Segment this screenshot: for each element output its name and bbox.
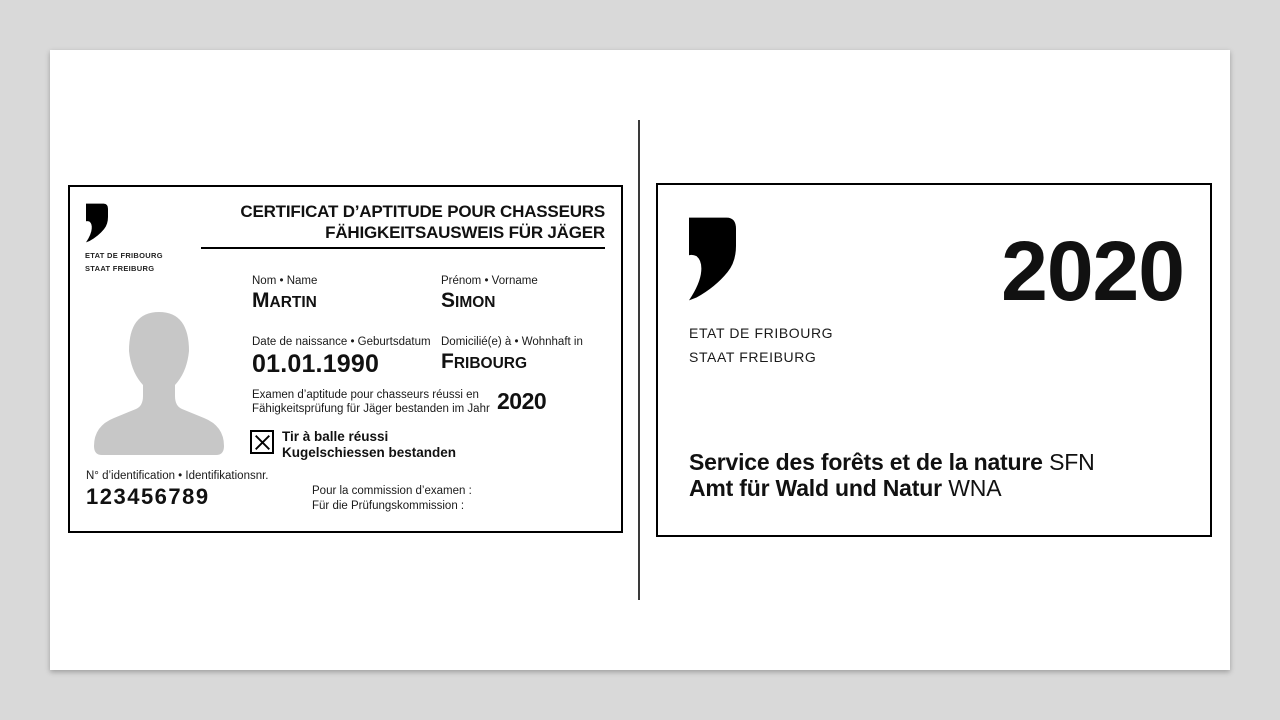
certificate-title-de: FÄHIGKEITSAUSWEIS FÜR JÄGER — [325, 223, 605, 242]
shooting-checkbox — [250, 430, 274, 454]
year-value: 2020 — [1001, 224, 1184, 318]
shooting-label-de: Kugelschiessen bestanden — [282, 444, 457, 460]
name-value: MARTIN — [252, 289, 317, 312]
firstname-label: Prénom • Vorname — [441, 275, 538, 287]
birthdate-label: Date de naissance • Geburtsdatum — [252, 336, 431, 348]
commission-label-fr: Pour la commission d’examen : — [312, 485, 472, 497]
state-name-de: STAAT FREIBURG — [85, 264, 155, 273]
certificate-title — [201, 201, 605, 249]
firstname-value: SIMON — [441, 289, 496, 312]
fribourg-logo-icon — [86, 203, 108, 243]
fribourg-logo-icon — [689, 216, 736, 302]
domicile-label: Domicilié(e) à • Wohnhaft in — [441, 336, 583, 348]
exam-year-value: 2020 — [497, 388, 547, 414]
service-abbr-de: WNA — [948, 475, 1002, 501]
commission-label-de: Für die Prüfungskommission : — [312, 500, 465, 512]
identification-value: 123456789 — [86, 484, 210, 509]
identification-label: N° d’identification • Identifikationsnr. — [86, 470, 269, 482]
state-name-de: STAAT FREIBURG — [689, 349, 817, 365]
state-name-fr: ETAT DE FRIBOURG — [689, 325, 834, 341]
card-divider-line — [638, 120, 640, 600]
shooting-label-fr: Tir à balle réussi — [282, 429, 389, 444]
certificate-front-card — [68, 185, 623, 533]
issuing-service-block — [689, 449, 1095, 501]
commission-label — [312, 484, 472, 514]
birthdate-value: 01.01.1990 — [252, 350, 380, 378]
service-abbr-fr: SFN — [1049, 449, 1095, 475]
state-name-fr: ETAT DE FRIBOURG — [85, 251, 163, 260]
checkbox-x-icon — [254, 434, 271, 451]
certificate-title-fr: CERTIFICAT D’APTITUDE POUR CHASSEURS — [240, 202, 605, 221]
exam-label-de: Fähigkeitsprüfung für Jäger bestanden im Jahr — [252, 403, 490, 415]
shooting-label — [282, 429, 456, 460]
portrait-silhouette-icon — [80, 299, 238, 455]
service-line-de: Amt für Wald und Natur WNA — [689, 475, 1002, 501]
certificate-back-card — [656, 183, 1212, 537]
state-name-block — [85, 249, 163, 275]
name-label: Nom • Name — [252, 275, 318, 287]
domicile-value: FRIBOURG — [441, 350, 528, 373]
exam-label — [252, 388, 490, 416]
state-name-block — [689, 321, 833, 369]
exam-label-fr: Examen d’aptitude pour chasseurs réussi en — [252, 389, 479, 401]
document-sheet — [50, 50, 1230, 670]
service-line-fr: Service des forêts et de la nature SFN — [689, 449, 1095, 475]
